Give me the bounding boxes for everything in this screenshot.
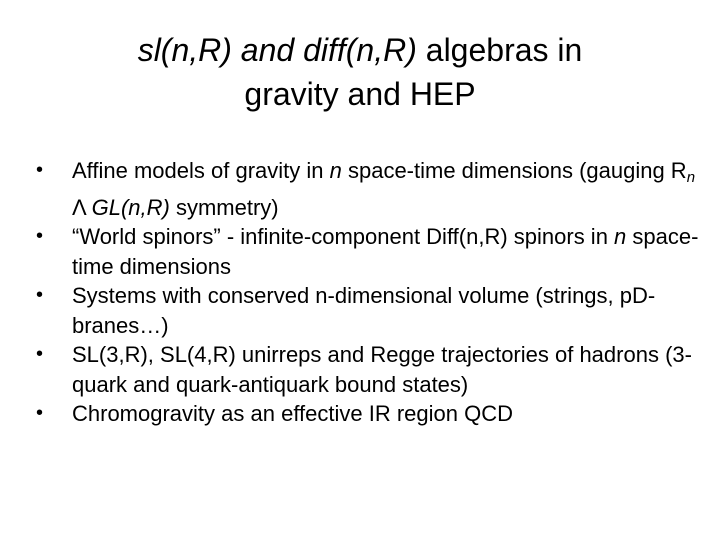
bullet-text: symmetry) [169, 194, 279, 220]
bullet-text-italic: GL(n,R) [91, 194, 170, 220]
bullet-text: Λ [72, 194, 92, 220]
bullet-text: Chromogravity as an effective IR region QCD [72, 401, 513, 426]
title-regular-part: algebras in [416, 32, 583, 68]
subscript-n: n [686, 169, 696, 186]
bullet-text: space-time dimensions [72, 224, 699, 279]
bullet-icon: • [36, 284, 44, 306]
slide-title [40, 28, 680, 116]
bullet-list [36, 156, 706, 429]
bullet-text: Affine models of gravity in [72, 158, 330, 183]
bullet-item-3 [36, 281, 706, 340]
bullet-item-1 [36, 156, 706, 222]
bullet-icon: • [36, 402, 44, 424]
bullet-text-italic: n [614, 224, 627, 249]
bullet-item-4 [36, 340, 706, 399]
bullet-item-2 [36, 222, 706, 281]
bullet-text-italic: n [329, 158, 342, 183]
bullet-text: space-time dimensions (gauging R [341, 158, 687, 183]
bullet-item-5 [36, 399, 706, 429]
bullet-icon: • [36, 159, 44, 181]
bullet-icon: • [36, 225, 44, 247]
title-second-line: gravity and HEP [244, 76, 476, 112]
bullet-text: SL(3,R), SL(4,R) unirreps and Regge trajectories of hadrons (3-quark and quark-antiquark bound states) [72, 342, 692, 397]
title-italic-part: sl(n,R) and diff(n,R) [137, 32, 417, 68]
bullet-icon: • [36, 343, 44, 365]
bullet-text: Systems with conserved n-dimensional volume (strings, pD-branes…) [72, 283, 656, 338]
bullet-text: “World spinors” - infinite-component Diff(n,R) spinors in [72, 224, 615, 249]
